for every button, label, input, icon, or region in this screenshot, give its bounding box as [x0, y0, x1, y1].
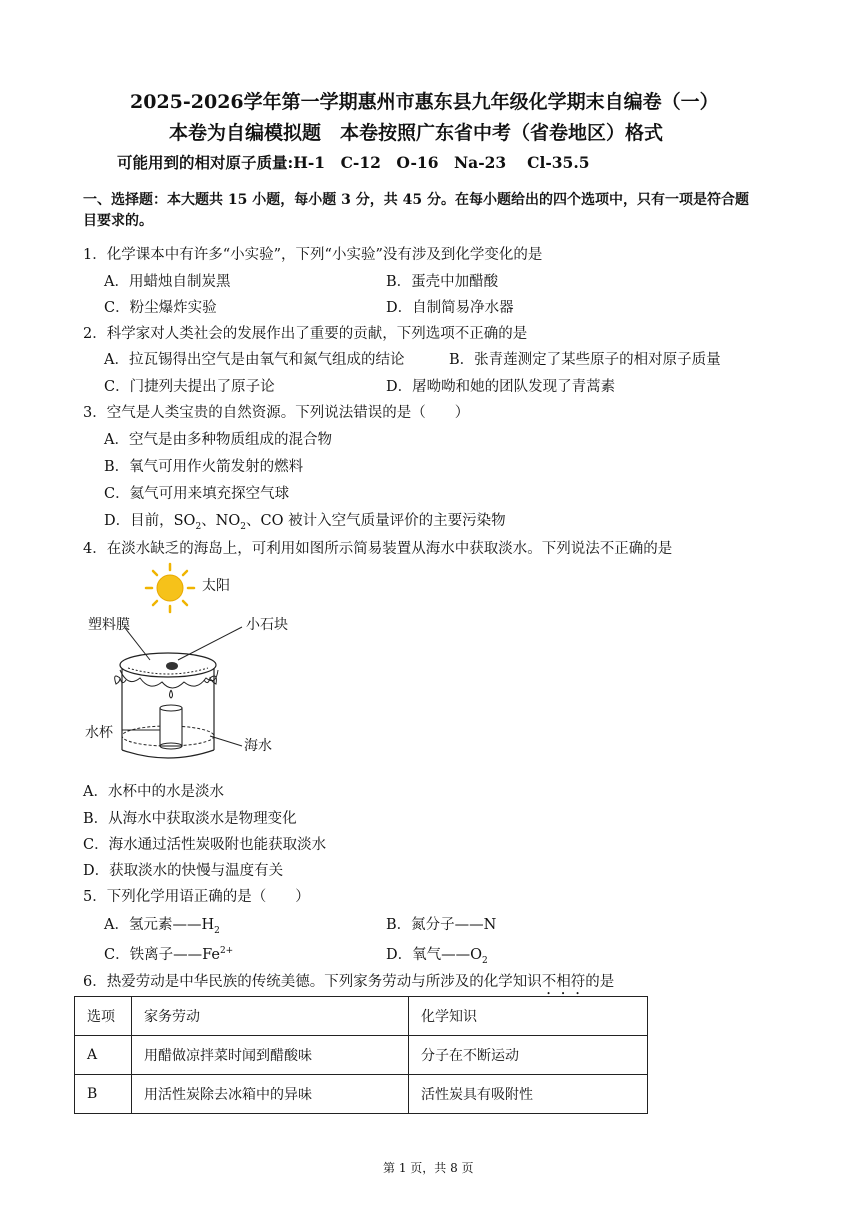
question-4-option-a: A．水杯中的水是淡水 — [83, 784, 224, 800]
atomic-mass-line: 可能用到的相对原子质量:H-1 C-12 O-16 Na-23 Cl-35.5 — [117, 153, 590, 172]
table-cell: A — [75, 1036, 132, 1075]
question-5-option-b: B．氮分子——N — [386, 917, 497, 933]
question-3-option-a: A．空气是由多种物质组成的混合物 — [104, 432, 332, 448]
section-heading-line2: 目要求的。 — [83, 213, 153, 229]
figure-label-stone: 小石块 — [246, 617, 288, 633]
sun-icon — [146, 564, 194, 612]
question-1-stem: 1．化学课本中有许多“小实验”，下列“小实验”没有涉及到化学变化的是 — [83, 247, 543, 263]
table-header-cell: 选项 — [75, 997, 132, 1036]
question-4-option-b: B．从海水中获取淡水是物理变化 — [83, 811, 297, 827]
question-4-option-d: D．获取淡水的快慢与温度有关 — [83, 863, 284, 879]
question-3-option-b: B．氧气可用作火箭发射的燃料 — [104, 459, 304, 475]
table-cell: 用活性炭除去冰箱中的异味 — [132, 1075, 409, 1114]
table-cell: 活性炭具有吸附性 — [409, 1075, 648, 1114]
figure-label-film: 塑料膜 — [88, 617, 130, 633]
question-2-option-a: A．拉瓦锡得出空气是由氧气和氮气组成的结论 — [104, 352, 405, 368]
question-1-option-a: A．用蜡烛自制炭黑 — [104, 274, 231, 290]
question-1-option-c: C．粉尘爆炸实验 — [104, 300, 217, 316]
question-3-stem: 3．空气是人类宝贵的自然资源。下列说法错误的是（ ） — [83, 405, 470, 421]
question-5-option-d: D．氧气$——O_2$ — [386, 947, 488, 966]
exam-subtitle: 本卷为自编模拟题 本卷按照广东省中考（省卷地区）格式 — [169, 122, 664, 144]
table-cell: B — [75, 1075, 132, 1114]
question-1-option-d: D．自制简易净水器 — [386, 300, 514, 316]
section-heading-line1: 一、选择题：本大题共 15 小题，每小题 3 分，共 45 分。在每小题给出的四个选项中，只有一项是符合题 — [83, 192, 749, 208]
table-row — [75, 1075, 648, 1114]
figure-label-seawater: 海水 — [244, 738, 272, 754]
question-6-stem: 6．热爱劳动是中华民族的传统美德。下列家务劳动与所涉及的化学知识不相符的是 — [83, 974, 615, 990]
table-row — [75, 1036, 648, 1075]
question-5-stem: 5．下列化学用语正确的是（ ） — [83, 889, 310, 905]
question-6-table — [74, 996, 648, 1114]
question-2-option-d: D．屠呦呦和她的团队发现了青蒿素 — [386, 379, 616, 395]
question-5-option-a: A．氢元素$——H_2$ — [104, 917, 220, 936]
question-2-option-b: B．张青莲测定了某些原子的相对原子质量 — [449, 352, 721, 368]
question-4-option-c: C．海水通过活性炭吸附也能获取淡水 — [83, 837, 327, 853]
desalination-apparatus-figure — [80, 560, 310, 780]
page-number: 第 1 页，共 8 页 — [383, 1161, 474, 1175]
table-cell: 用醋做凉拌菜时闻到醋酸味 — [132, 1036, 409, 1075]
question-3-option-c: C．氦气可用来填充探空气球 — [104, 486, 290, 502]
question-4-stem: 4．在淡水缺乏的海岛上，可利用如图所示简易装置从海水中获取淡水。下列说法不正确的是 — [83, 541, 673, 557]
figure-label-sun: 太阳 — [202, 578, 230, 594]
question-5-option-c: C．铁离子$——Fe^{2+}$ — [104, 946, 234, 963]
question-2-option-c: C．门捷列夫提出了原子论 — [104, 379, 275, 395]
table-header-cell: 化学知识 — [409, 997, 648, 1036]
table-cell: 分子在不断运动 — [409, 1036, 648, 1075]
question-3-option-d: D．目前，$SO_2$、$NO_2$、CO 被计入空气质量评价的主要污染物 — [104, 513, 506, 532]
question-2-stem: 2．科学家对人类社会的发展作出了重要的贡献，下列选项不正确的是 — [83, 326, 528, 342]
exam-title: 2025-2026学年第一学期惠州市惠东县九年级化学期末自编卷（一） — [130, 91, 719, 113]
figure-label-cup: 水杯 — [85, 725, 113, 741]
table-header-cell: 家务劳动 — [132, 997, 409, 1036]
table-header-row — [75, 997, 648, 1036]
question-1-option-b: B．蛋壳中加醋酸 — [386, 274, 499, 290]
